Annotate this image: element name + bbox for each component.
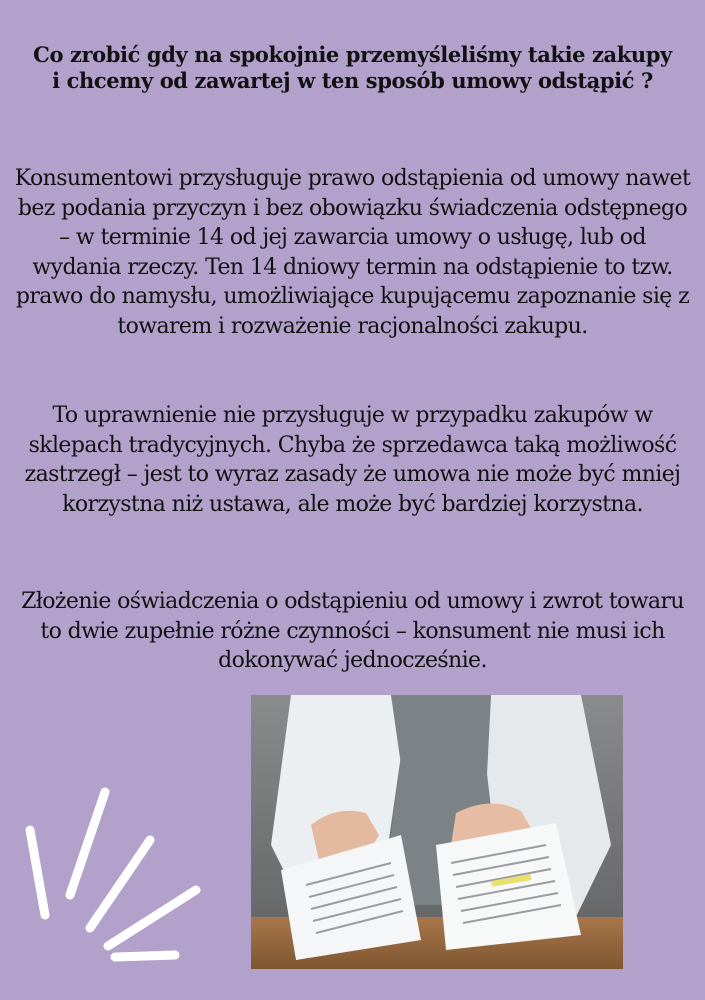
paragraph-traditional-stores: To uprawnienie nie przysługuje w przypadku zakupów w sklepach tradycyjnych. Chyba że sprzedawca taką możliwość zastrzegł – jest to wyraz zasady że umowa nie może być mniej korzystna niż ustawa, ale może być bardziej korzystna.: [24, 403, 681, 517]
burst-lines-decoration: [0, 760, 230, 1000]
paragraph-right-of-withdrawal: Konsumentowi przysługuje prawo odstąpienia od umowy nawet bez podania przyczyn i bez obowiązku świadczenia odstępnego – w terminie 14 od jej zawarcia umowy o usługę, lub od wydania rzeczy. Ten 14 dniowy termin na odstąpienie to tzw. prawo do namysłu, umożliwiające kupującemu zapoznanie się z towarem i rozważenie racjonalności zakupu.: [14, 166, 691, 339]
paragraph-statement-and-return: Złożenie oświadczenia o odstąpieniu od umowy i zwrot towaru to dwie zupełnie różne czynności – konsument nie musi ich dokonywać jednocześnie.: [21, 589, 684, 673]
page-title: Co zrobić gdy na spokojnie przemyśleliśmy takie zakupy i chcemy od zawartej w ten sposób umowy odstąpić ?: [33, 42, 672, 93]
torn-contract-photo: [251, 695, 623, 969]
